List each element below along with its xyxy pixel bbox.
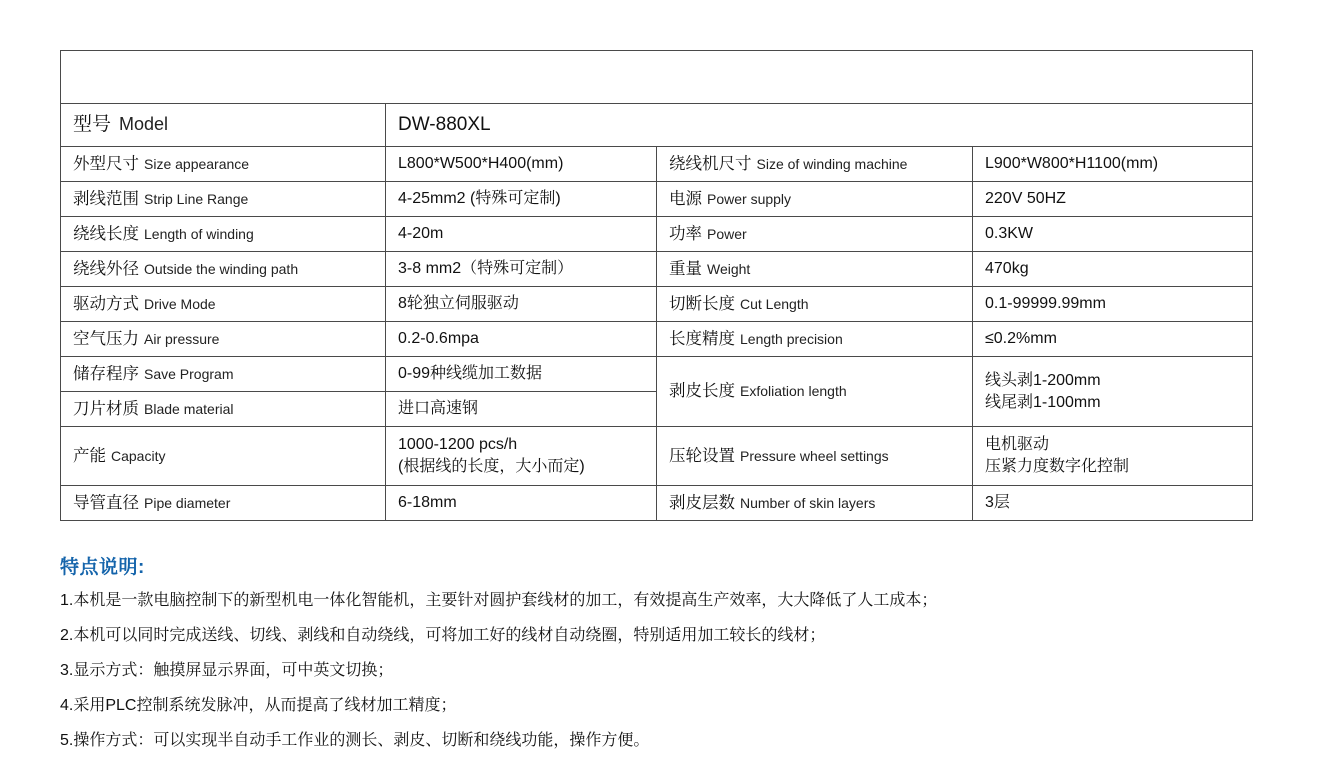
row-label-en: Size appearance xyxy=(144,155,250,172)
row-value-line1: 电机驱动 xyxy=(985,436,1050,454)
row-label-cn: 绕线长度 xyxy=(73,224,139,243)
row-label-cn: 压轮设置 xyxy=(669,446,735,465)
row-label-en: Air pressure xyxy=(144,330,220,347)
row-label-en: Pressure wheel settings xyxy=(740,447,889,464)
row-value: 进口高速钢 xyxy=(398,400,479,418)
table-row xyxy=(61,104,1253,147)
technical-parameters-table xyxy=(60,50,1253,521)
row-value: L900*W800*H1100(mm) xyxy=(985,155,1159,173)
row-label-en: Drive Mode xyxy=(144,295,216,312)
row-label-cn: 电源 xyxy=(669,189,702,208)
row-label-en: Size of winding machine xyxy=(756,155,908,172)
row-label-cn: 剥线范围 xyxy=(73,189,139,208)
row-label-cell xyxy=(657,217,973,252)
row-label-cell xyxy=(657,287,973,322)
row-value-line2: (根据线的长度，大小而定) xyxy=(398,458,585,475)
row-label-cn: 空气压力 xyxy=(73,329,139,348)
table-row xyxy=(61,147,1253,182)
technical-parameters-table-wrapper xyxy=(60,50,1252,521)
row-value-line2: 压紧力度数字化控制 xyxy=(985,458,1130,475)
row-label-en: Capacity xyxy=(111,447,166,464)
row-value-line1: 1000-1200 pcs/h xyxy=(398,436,518,454)
table-row xyxy=(61,357,1253,392)
row-value-cell xyxy=(386,357,657,392)
row-label-cell xyxy=(61,392,386,427)
row-label-cell xyxy=(657,486,973,521)
row-value: 220V 50HZ xyxy=(985,190,1066,208)
row-label-cn: 刀片材质 xyxy=(73,399,139,418)
row-value-cell xyxy=(386,182,657,217)
row-label-cn: 导管直径 xyxy=(73,493,139,512)
row-label-en: Length precision xyxy=(740,330,843,347)
row-label-en: Weight xyxy=(707,260,751,277)
row-label-en: Exfoliation length xyxy=(740,383,847,400)
row-value: 470kg xyxy=(985,260,1029,278)
row-label-cn: 外型尺寸 xyxy=(73,154,139,173)
row-label-cn: 重量 xyxy=(669,259,702,278)
table-row xyxy=(61,427,1253,486)
row-label-cell xyxy=(657,322,973,357)
table-title-cn: 技术参数 xyxy=(484,63,581,90)
row-label-cn: 长度精度 xyxy=(669,329,735,348)
row-label-en: Cut Length xyxy=(740,295,809,312)
row-label-cell xyxy=(61,427,386,486)
table-row xyxy=(61,252,1253,287)
row-value: L800*W500*H400(mm) xyxy=(398,155,564,173)
row-value: 0.3KW xyxy=(985,225,1034,243)
row-value: 0.2-0.6mpa xyxy=(398,330,479,348)
row-value-cell xyxy=(386,252,657,287)
row-label-cn: 驱动方式 xyxy=(73,294,139,313)
row-label-cn: 切断长度 xyxy=(669,294,735,313)
table-row xyxy=(61,486,1253,521)
row-value: 4-25mm2 (特殊可定制) xyxy=(398,190,561,208)
row-value-cell xyxy=(386,427,657,486)
row-label-cell xyxy=(61,486,386,521)
row-label-cell xyxy=(61,217,386,252)
feature-note-item: 3.显示方式：触摸屏显示界面，可中英文切换； xyxy=(60,662,394,679)
row-label-en: Length of winding xyxy=(144,225,254,242)
table-row xyxy=(61,287,1253,322)
row-label-cell xyxy=(61,357,386,392)
feature-note-item: 2.本机可以同时完成送线、切线、剥线和自动绕线，可将加工好的线材自动绕圈，特别适用加工较长的线材； xyxy=(60,627,826,644)
row-value: 6-18mm xyxy=(398,494,457,512)
row-label-cn: 绕线机尺寸 xyxy=(669,154,752,173)
feature-note-item: 5.操作方式：可以实现半自动手工作业的测长、剥皮、切断和绕线功能，操作方便。 xyxy=(60,732,650,749)
row-label-en: Power xyxy=(707,225,747,242)
row-label-en: Pipe diameter xyxy=(144,494,231,511)
row-value: 8轮独立伺服驱动 xyxy=(398,295,519,313)
row-value-cell xyxy=(386,392,657,427)
row-value-cell xyxy=(386,486,657,521)
row-value-cell xyxy=(973,287,1253,322)
row-value: 0.1-99999.99mm xyxy=(985,295,1106,313)
row-label-cell xyxy=(657,182,973,217)
model-label-cn: 型号 xyxy=(73,114,112,136)
row-label-cell xyxy=(61,322,386,357)
table-title-cell xyxy=(61,51,1253,104)
row-label-cell xyxy=(61,182,386,217)
row-value-cell xyxy=(973,427,1253,486)
row-value-cell xyxy=(386,322,657,357)
row-label-cell xyxy=(657,427,973,486)
row-value-cell xyxy=(386,147,657,182)
merged-value-cell xyxy=(973,357,1253,427)
table-row xyxy=(61,182,1253,217)
row-label-cell xyxy=(657,147,973,182)
row-label-cn: 产能 xyxy=(73,446,106,465)
table-row xyxy=(61,217,1253,252)
row-value-cell xyxy=(973,147,1253,182)
row-value: 3-8 mm2（特殊可定制） xyxy=(398,260,574,278)
feature-note-item: 1.本机是一款电脑控制下的新型机电一体化智能机，主要针对圆护套线材的加工，有效提高生产效率，大大降低了人工成本； xyxy=(60,592,938,609)
row-label-cell xyxy=(61,252,386,287)
table-row xyxy=(61,322,1253,357)
model-label-cell xyxy=(61,104,386,147)
row-label-cn: 剥皮长度 xyxy=(669,382,735,401)
model-value: DW-880XL xyxy=(398,114,491,136)
row-value: ≤0.2%mm xyxy=(985,330,1057,348)
feature-notes-title: 特点说明: xyxy=(60,557,145,578)
row-label-cn: 功率 xyxy=(669,224,702,243)
row-label-en: Blade material xyxy=(144,400,234,417)
table-title-en: Technical parameters xyxy=(600,64,829,90)
row-label-cell xyxy=(61,147,386,182)
model-label-en: Model xyxy=(119,114,169,135)
row-value-cell xyxy=(973,182,1253,217)
table-title-row xyxy=(61,51,1253,104)
row-value-cell xyxy=(386,287,657,322)
row-label-cell xyxy=(61,287,386,322)
row-label-en: Outside the winding path xyxy=(144,260,299,277)
row-label-cn: 绕线外径 xyxy=(73,259,139,278)
row-value-line1: 线头剥1-200mm xyxy=(985,371,1101,389)
row-value: 0-99种线缆加工数据 xyxy=(398,365,543,383)
feature-notes-section xyxy=(60,552,1270,764)
row-value-cell xyxy=(973,322,1253,357)
row-label-en: Number of skin layers xyxy=(740,494,876,511)
row-label-en: Strip Line Range xyxy=(144,190,249,207)
row-value-line2: 线尾剥1-100mm xyxy=(985,393,1101,411)
row-value: 3层 xyxy=(985,494,1010,512)
row-label-cn: 剥皮层数 xyxy=(669,493,735,512)
row-label-en: Save Program xyxy=(144,365,234,382)
merged-label-cell xyxy=(657,357,973,427)
row-label-cn: 储存程序 xyxy=(73,364,139,383)
row-label-cell xyxy=(657,252,973,287)
model-value-cell xyxy=(386,104,1253,147)
row-label-en: Power supply xyxy=(707,190,792,207)
row-value: 4-20m xyxy=(398,225,444,243)
feature-note-item: 4.采用PLC控制系统发脉冲，从而提高了线材加工精度； xyxy=(60,697,457,714)
row-value-cell xyxy=(386,217,657,252)
row-value-cell xyxy=(973,252,1253,287)
row-value-cell xyxy=(973,217,1253,252)
row-value-cell xyxy=(973,486,1253,521)
